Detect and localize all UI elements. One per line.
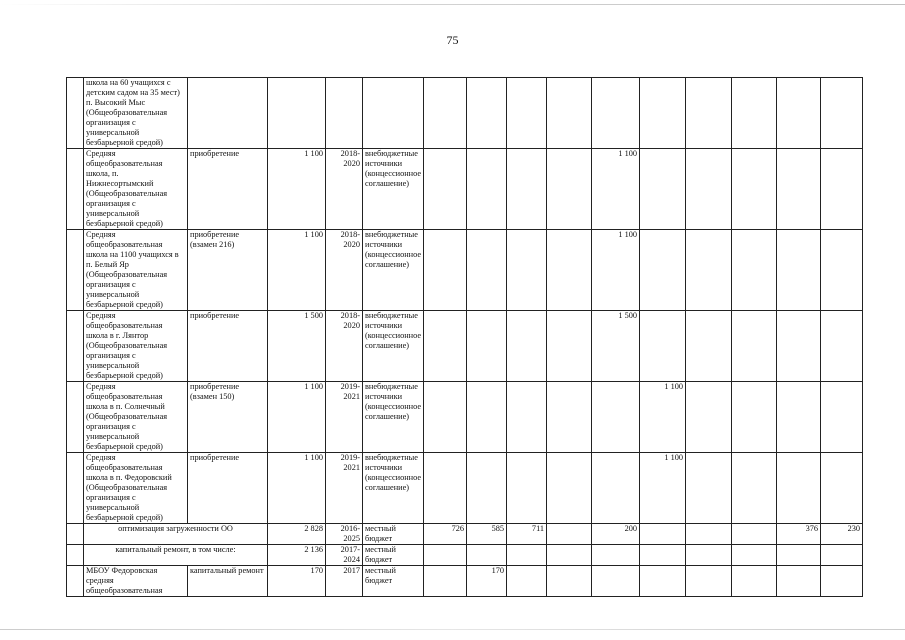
action-cell <box>188 78 268 149</box>
row-number-cell <box>67 545 84 566</box>
summary-row <box>67 545 863 566</box>
value-cell <box>732 566 777 597</box>
row-number-cell <box>67 149 84 230</box>
value-cell <box>507 311 547 382</box>
value-cell: 230 <box>821 524 863 545</box>
value-cell <box>732 311 777 382</box>
value-cell <box>640 545 686 566</box>
value-cell <box>547 524 592 545</box>
page-number: 75 <box>446 33 459 47</box>
value-cell <box>686 453 732 524</box>
value-cell <box>547 566 592 597</box>
value-cell <box>777 453 821 524</box>
value-cell: 1 100 <box>640 453 686 524</box>
action-cell: приобретение <box>188 149 268 230</box>
action-cell: приобретение <box>188 453 268 524</box>
value-cell <box>467 545 507 566</box>
value-cell: 200 <box>592 524 640 545</box>
funding-source-cell: местный бюджет <box>363 545 424 566</box>
value-cell <box>821 230 863 311</box>
value-cell <box>547 311 592 382</box>
period-cell: 2018-2020 <box>326 149 363 230</box>
value-cell: 726 <box>424 524 467 545</box>
value-cell <box>777 230 821 311</box>
row-number-cell <box>67 382 84 453</box>
value-cell <box>732 382 777 453</box>
value-cell <box>424 149 467 230</box>
value-cell <box>821 311 863 382</box>
value-cell: 585 <box>467 524 507 545</box>
value-cell <box>821 78 863 149</box>
capacity-cell <box>268 78 326 149</box>
capacity-cell: 1 100 <box>268 453 326 524</box>
value-cell: 711 <box>507 524 547 545</box>
row-number-cell <box>67 524 84 545</box>
action-cell: приобретение (взамен 216) <box>188 230 268 311</box>
value-cell <box>507 78 547 149</box>
table-row <box>67 453 863 524</box>
action-cell: приобретение <box>188 311 268 382</box>
scan-artifact-top <box>0 4 905 5</box>
object-name-cell: Средняя общеобразовательная школа в п. Солнечный (Общеобразовательная организация с универсальной безбарьерной средой) <box>84 382 188 453</box>
value-cell <box>592 545 640 566</box>
value-cell <box>640 230 686 311</box>
value-cell <box>424 453 467 524</box>
value-cell <box>640 311 686 382</box>
period-cell: 2019-2021 <box>326 453 363 524</box>
value-cell <box>424 78 467 149</box>
row-number-cell <box>67 453 84 524</box>
object-name-cell: Средняя общеобразовательная школа в г. Лянтор (Общеобразовательная организация с универсальной безбарьерной средой) <box>84 311 188 382</box>
object-name-cell: школа на 60 учащихся с детским садом на 35 мест) п. Высокий Мыс (Общеобразовательная организация с универсальной безбарьерной средой) <box>84 78 188 149</box>
table-row <box>67 566 863 597</box>
value-cell <box>467 230 507 311</box>
scan-artifact-bottom <box>0 629 905 630</box>
object-name-cell: Средняя общеобразовательная школа на 1100 учащихся в п. Белый Яр (Общеобразовательная организация с универсальной безбарьерной средой) <box>84 230 188 311</box>
funding-source-cell: местный бюджет <box>363 524 424 545</box>
period-cell <box>326 78 363 149</box>
value-cell <box>424 382 467 453</box>
value-cell <box>547 545 592 566</box>
table-row <box>67 230 863 311</box>
action-cell: приобретение (взамен 150) <box>188 382 268 453</box>
summary-label-cell: оптимизация загруженности ОО <box>84 524 268 545</box>
row-number-cell <box>67 566 84 597</box>
value-cell <box>507 382 547 453</box>
value-cell <box>686 566 732 597</box>
value-cell <box>686 311 732 382</box>
value-cell <box>507 230 547 311</box>
value-cell <box>821 149 863 230</box>
funding-source-cell: внебюджетные источники (концессионное соглашение) <box>363 149 424 230</box>
table-row <box>67 382 863 453</box>
value-cell <box>686 78 732 149</box>
period-cell: 2018-2020 <box>326 311 363 382</box>
table-row <box>67 78 863 149</box>
value-cell <box>592 382 640 453</box>
value-cell <box>821 453 863 524</box>
value-cell <box>777 566 821 597</box>
period-cell: 2016-2025 <box>326 524 363 545</box>
value-cell <box>592 566 640 597</box>
value-cell <box>467 311 507 382</box>
capacity-cell: 1 100 <box>268 149 326 230</box>
value-cell <box>424 230 467 311</box>
funding-source-cell: внебюджетные источники (концессионное соглашение) <box>363 311 424 382</box>
value-cell <box>547 230 592 311</box>
period-cell: 2017-2024 <box>326 545 363 566</box>
value-cell <box>732 524 777 545</box>
value-cell <box>507 453 547 524</box>
value-cell <box>686 149 732 230</box>
value-cell <box>640 566 686 597</box>
funding-source-cell <box>363 78 424 149</box>
value-cell <box>467 78 507 149</box>
row-number-cell <box>67 230 84 311</box>
data-table <box>66 77 863 597</box>
value-cell <box>640 149 686 230</box>
capacity-cell: 1 100 <box>268 230 326 311</box>
value-cell: 170 <box>467 566 507 597</box>
value-cell <box>732 78 777 149</box>
value-cell <box>467 149 507 230</box>
row-number-cell <box>67 311 84 382</box>
period-cell: 2017 <box>326 566 363 597</box>
row-number-cell <box>67 78 84 149</box>
value-cell <box>467 382 507 453</box>
value-cell <box>732 149 777 230</box>
value-cell: 1 100 <box>592 149 640 230</box>
value-cell <box>424 311 467 382</box>
value-cell <box>547 149 592 230</box>
value-cell <box>777 311 821 382</box>
value-cell: 1 100 <box>640 382 686 453</box>
value-cell <box>424 566 467 597</box>
table-row <box>67 311 863 382</box>
period-cell: 2019-2021 <box>326 382 363 453</box>
value-cell <box>777 78 821 149</box>
value-cell <box>821 566 863 597</box>
period-cell: 2018-2020 <box>326 230 363 311</box>
value-cell <box>507 149 547 230</box>
funding-source-cell: внебюджетные источники (концессионное соглашение) <box>363 382 424 453</box>
value-cell <box>592 78 640 149</box>
value-cell <box>467 453 507 524</box>
capacity-cell: 1 500 <box>268 311 326 382</box>
value-cell <box>821 545 863 566</box>
object-name-cell: Средняя общеобразовательная школа, п. Нижнесортымский (Общеобразовательная организация с универсальной безбарьерной средой) <box>84 149 188 230</box>
value-cell <box>640 78 686 149</box>
value-cell <box>547 78 592 149</box>
table-row <box>67 149 863 230</box>
value-cell <box>821 382 863 453</box>
value-cell <box>424 545 467 566</box>
capacity-cell: 2 136 <box>268 545 326 566</box>
value-cell <box>732 230 777 311</box>
value-cell <box>547 382 592 453</box>
value-cell <box>732 453 777 524</box>
value-cell <box>686 524 732 545</box>
object-name-cell: Средняя общеобразовательная школа в п. Федоровский (Общеобразовательная организация с универсальной безбарьерной средой) <box>84 453 188 524</box>
capacity-cell: 2 828 <box>268 524 326 545</box>
value-cell <box>640 524 686 545</box>
summary-label-cell: капитальный ремонт, в том числе: <box>84 545 268 566</box>
value-cell <box>686 545 732 566</box>
value-cell <box>777 382 821 453</box>
value-cell <box>732 545 777 566</box>
value-cell <box>507 566 547 597</box>
value-cell <box>592 453 640 524</box>
value-cell: 1 500 <box>592 311 640 382</box>
value-cell <box>686 382 732 453</box>
summary-row <box>67 524 863 545</box>
capacity-cell: 170 <box>268 566 326 597</box>
object-name-cell: МБОУ Федоровская средняя общеобразовательная <box>84 566 188 597</box>
value-cell <box>547 453 592 524</box>
value-cell <box>507 545 547 566</box>
funding-source-cell: внебюджетные источники (концессионное соглашение) <box>363 453 424 524</box>
value-cell: 376 <box>777 524 821 545</box>
value-cell <box>777 149 821 230</box>
funding-source-cell: местный бюджет <box>363 566 424 597</box>
capacity-cell: 1 100 <box>268 382 326 453</box>
funding-source-cell: внебюджетные источники (концессионное соглашение) <box>363 230 424 311</box>
action-cell: капитальный ремонт <box>188 566 268 597</box>
value-cell <box>686 230 732 311</box>
value-cell <box>777 545 821 566</box>
value-cell: 1 100 <box>592 230 640 311</box>
